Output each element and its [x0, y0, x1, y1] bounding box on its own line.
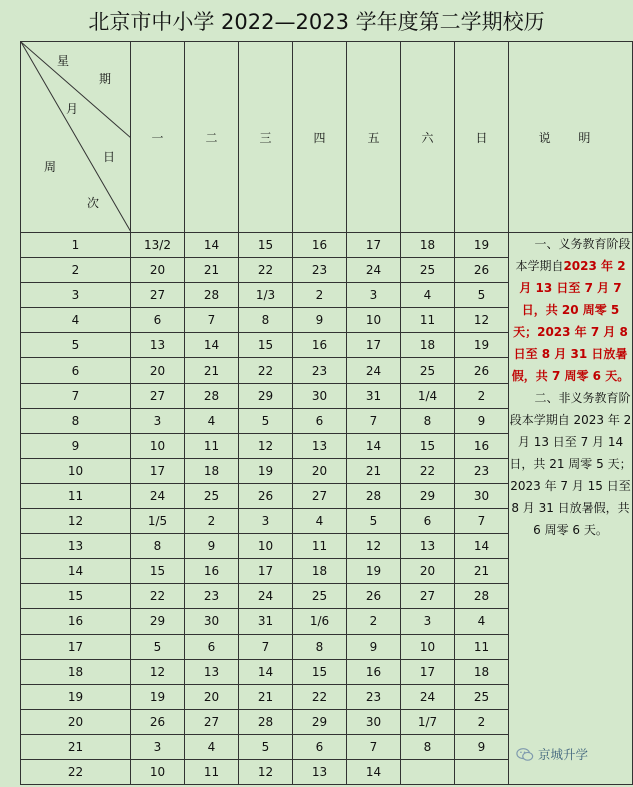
header-row — [21, 42, 633, 233]
day-cell: 15 — [293, 659, 347, 684]
week-number: 8 — [21, 408, 131, 433]
day-cell — [455, 759, 509, 784]
day-cell: 26 — [131, 709, 185, 734]
day-cell: 17 — [239, 559, 293, 584]
day-cell: 1/7 — [401, 709, 455, 734]
day-cell: 3 — [239, 509, 293, 534]
diagonal-header-cell — [21, 42, 131, 233]
day-cell: 21 — [185, 358, 239, 383]
day-cell: 15 — [131, 559, 185, 584]
day-cell: 11 — [293, 534, 347, 559]
day-cell — [401, 759, 455, 784]
day-cell: 26 — [455, 358, 509, 383]
corner-label-qi: 期 — [99, 72, 112, 86]
week-number: 20 — [21, 709, 131, 734]
week-number: 12 — [21, 509, 131, 534]
day-cell: 27 — [131, 383, 185, 408]
day-cell: 6 — [131, 308, 185, 333]
day-cell: 18 — [185, 458, 239, 483]
day-cell: 17 — [347, 233, 401, 258]
day-cell: 11 — [455, 634, 509, 659]
day-cell: 9 — [293, 308, 347, 333]
day-cell: 7 — [185, 308, 239, 333]
day-cell: 16 — [455, 433, 509, 458]
day-cell: 13/2 — [131, 233, 185, 258]
note-p1-lead: 一、义务教育阶段本学期自 — [515, 237, 631, 273]
day-cell: 8 — [131, 534, 185, 559]
day-cell: 26 — [347, 584, 401, 609]
week-number: 10 — [21, 458, 131, 483]
day-cell: 8 — [239, 308, 293, 333]
day-cell: 5 — [347, 509, 401, 534]
day-cell: 19 — [455, 333, 509, 358]
day-cell: 16 — [185, 559, 239, 584]
day-cell: 7 — [347, 734, 401, 759]
weekday-tue: 二 — [185, 42, 239, 233]
corner-label-zhou: 周 — [44, 160, 57, 174]
day-cell: 1/5 — [131, 509, 185, 534]
day-cell: 22 — [239, 258, 293, 283]
day-cell: 28 — [185, 383, 239, 408]
note-header: 说 明 — [509, 42, 633, 233]
day-cell: 13 — [185, 659, 239, 684]
day-cell: 5 — [131, 634, 185, 659]
week-row — [21, 233, 633, 258]
day-cell: 29 — [293, 709, 347, 734]
day-cell: 29 — [401, 483, 455, 508]
day-cell: 3 — [131, 408, 185, 433]
day-cell: 1/4 — [401, 383, 455, 408]
week-number: 3 — [21, 283, 131, 308]
day-cell: 30 — [185, 609, 239, 634]
day-cell: 13 — [401, 534, 455, 559]
day-cell: 10 — [401, 634, 455, 659]
day-cell: 20 — [131, 258, 185, 283]
day-cell: 23 — [185, 584, 239, 609]
day-cell: 17 — [131, 458, 185, 483]
week-number: 16 — [21, 609, 131, 634]
day-cell: 27 — [131, 283, 185, 308]
day-cell: 25 — [185, 483, 239, 508]
day-cell: 7 — [347, 408, 401, 433]
day-cell: 6 — [185, 634, 239, 659]
day-cell: 13 — [293, 433, 347, 458]
weekday-sun: 日 — [455, 42, 509, 233]
day-cell: 6 — [293, 408, 347, 433]
day-cell: 12 — [131, 659, 185, 684]
day-cell: 6 — [401, 509, 455, 534]
day-cell: 19 — [239, 458, 293, 483]
day-cell: 2 — [455, 709, 509, 734]
day-cell: 25 — [401, 358, 455, 383]
day-cell: 25 — [455, 684, 509, 709]
week-number: 9 — [21, 433, 131, 458]
week-number: 17 — [21, 634, 131, 659]
day-cell: 12 — [455, 308, 509, 333]
day-cell: 30 — [455, 483, 509, 508]
day-cell: 12 — [347, 534, 401, 559]
day-cell: 20 — [185, 684, 239, 709]
day-cell: 2 — [347, 609, 401, 634]
day-cell: 31 — [347, 383, 401, 408]
weekday-sat: 六 — [401, 42, 455, 233]
day-cell: 30 — [293, 383, 347, 408]
week-number: 11 — [21, 483, 131, 508]
diagonal-lines — [21, 42, 131, 232]
day-cell: 12 — [239, 433, 293, 458]
day-cell: 9 — [455, 734, 509, 759]
day-cell: 18 — [455, 659, 509, 684]
day-cell: 15 — [239, 233, 293, 258]
day-cell: 20 — [401, 559, 455, 584]
day-cell: 27 — [293, 483, 347, 508]
day-cell: 23 — [455, 458, 509, 483]
day-cell: 26 — [239, 483, 293, 508]
day-cell: 11 — [185, 433, 239, 458]
corner-label-yue: 月 — [66, 102, 79, 116]
day-cell: 28 — [185, 283, 239, 308]
day-cell: 5 — [455, 283, 509, 308]
corner-label-xing: 星 — [57, 54, 70, 68]
note-cell — [509, 233, 633, 785]
day-cell: 4 — [185, 734, 239, 759]
day-cell: 22 — [293, 684, 347, 709]
day-cell: 3 — [401, 609, 455, 634]
day-cell: 14 — [185, 333, 239, 358]
week-number: 19 — [21, 684, 131, 709]
note-p2: 二、非义务教育阶段本学期自 2023 年 2 月 13 日至 7 月 14 日，共 21 周零 5 天；2023 年 7 月 15 日至 8 月 31 日放暑假，共 6 周零 6 天。 — [509, 391, 632, 537]
week-number: 2 — [21, 258, 131, 283]
day-cell: 18 — [401, 233, 455, 258]
page-title: 北京市中小学 2022—2023 学年度第二学期校历 — [88, 10, 545, 34]
day-cell: 24 — [347, 258, 401, 283]
week-number: 22 — [21, 759, 131, 784]
day-cell: 22 — [131, 584, 185, 609]
day-cell: 9 — [185, 534, 239, 559]
day-cell: 1/3 — [239, 283, 293, 308]
calendar-body — [21, 233, 633, 785]
day-cell: 23 — [293, 358, 347, 383]
week-number: 5 — [21, 333, 131, 358]
day-cell: 30 — [347, 709, 401, 734]
day-cell: 16 — [347, 659, 401, 684]
watermark — [516, 745, 588, 763]
day-cell: 7 — [239, 634, 293, 659]
week-number: 18 — [21, 659, 131, 684]
day-cell: 19 — [131, 684, 185, 709]
day-cell: 29 — [131, 609, 185, 634]
day-cell: 10 — [347, 308, 401, 333]
day-cell: 24 — [347, 358, 401, 383]
day-cell: 24 — [239, 584, 293, 609]
day-cell: 5 — [239, 408, 293, 433]
day-cell: 20 — [131, 358, 185, 383]
week-number: 4 — [21, 308, 131, 333]
day-cell: 14 — [347, 759, 401, 784]
day-cell: 27 — [185, 709, 239, 734]
week-number: 13 — [21, 534, 131, 559]
day-cell: 3 — [347, 283, 401, 308]
day-cell: 16 — [293, 233, 347, 258]
day-cell: 18 — [401, 333, 455, 358]
day-cell: 29 — [239, 383, 293, 408]
day-cell: 8 — [293, 634, 347, 659]
day-cell: 13 — [131, 333, 185, 358]
day-cell: 4 — [401, 283, 455, 308]
week-number: 14 — [21, 559, 131, 584]
corner-label-ci: 次 — [87, 196, 100, 210]
day-cell: 10 — [131, 759, 185, 784]
day-cell: 14 — [185, 233, 239, 258]
weekday-wed: 三 — [239, 42, 293, 233]
week-number: 1 — [21, 233, 131, 258]
week-number: 21 — [21, 734, 131, 759]
day-cell: 4 — [293, 509, 347, 534]
day-cell: 22 — [401, 458, 455, 483]
day-cell: 21 — [185, 258, 239, 283]
week-number: 7 — [21, 383, 131, 408]
day-cell: 21 — [455, 559, 509, 584]
day-cell: 16 — [293, 333, 347, 358]
day-cell: 9 — [455, 408, 509, 433]
day-cell: 19 — [347, 559, 401, 584]
day-cell: 17 — [401, 659, 455, 684]
weekday-thu: 四 — [293, 42, 347, 233]
week-number: 15 — [21, 584, 131, 609]
weekday-mon: 一 — [131, 42, 185, 233]
note-p1-highlight: 2023 年 2 月 13 日至 7 月 7 日，共 20 周零 5 天；2023 年 7 月 8 日至 8 月 31 日放暑假，共 7 周零 6 天。 — [511, 259, 630, 383]
day-cell: 6 — [293, 734, 347, 759]
day-cell: 20 — [293, 458, 347, 483]
day-cell: 28 — [239, 709, 293, 734]
day-cell: 3 — [131, 734, 185, 759]
weekday-fri: 五 — [347, 42, 401, 233]
day-cell: 11 — [401, 308, 455, 333]
day-cell: 2 — [185, 509, 239, 534]
day-cell: 28 — [455, 584, 509, 609]
day-cell: 28 — [347, 483, 401, 508]
day-cell: 14 — [239, 659, 293, 684]
day-cell: 13 — [293, 759, 347, 784]
day-cell: 2 — [293, 283, 347, 308]
corner-label-ri: 日 — [103, 150, 116, 164]
day-cell: 24 — [131, 483, 185, 508]
day-cell: 18 — [293, 559, 347, 584]
day-cell: 15 — [401, 433, 455, 458]
wechat-icon — [516, 747, 534, 762]
day-cell: 21 — [347, 458, 401, 483]
day-cell: 23 — [347, 684, 401, 709]
watermark-text: 京城升学 — [538, 747, 589, 762]
day-cell: 1/6 — [293, 609, 347, 634]
day-cell: 27 — [401, 584, 455, 609]
day-cell: 24 — [401, 684, 455, 709]
day-cell: 14 — [455, 534, 509, 559]
day-cell: 11 — [185, 759, 239, 784]
day-cell: 5 — [239, 734, 293, 759]
school-calendar-table — [20, 41, 633, 785]
day-cell: 8 — [401, 734, 455, 759]
day-cell: 21 — [239, 684, 293, 709]
day-cell: 9 — [347, 634, 401, 659]
day-cell: 31 — [239, 609, 293, 634]
day-cell: 26 — [455, 258, 509, 283]
day-cell: 15 — [239, 333, 293, 358]
day-cell: 14 — [347, 433, 401, 458]
day-cell: 17 — [347, 333, 401, 358]
day-cell: 10 — [131, 433, 185, 458]
day-cell: 12 — [239, 759, 293, 784]
day-cell: 19 — [455, 233, 509, 258]
day-cell: 4 — [455, 609, 509, 634]
day-cell: 10 — [239, 534, 293, 559]
day-cell: 8 — [401, 408, 455, 433]
day-cell: 2 — [455, 383, 509, 408]
week-number: 6 — [21, 358, 131, 383]
day-cell: 4 — [185, 408, 239, 433]
day-cell: 25 — [293, 584, 347, 609]
day-cell: 25 — [401, 258, 455, 283]
day-cell: 23 — [293, 258, 347, 283]
day-cell: 22 — [239, 358, 293, 383]
day-cell: 7 — [455, 509, 509, 534]
